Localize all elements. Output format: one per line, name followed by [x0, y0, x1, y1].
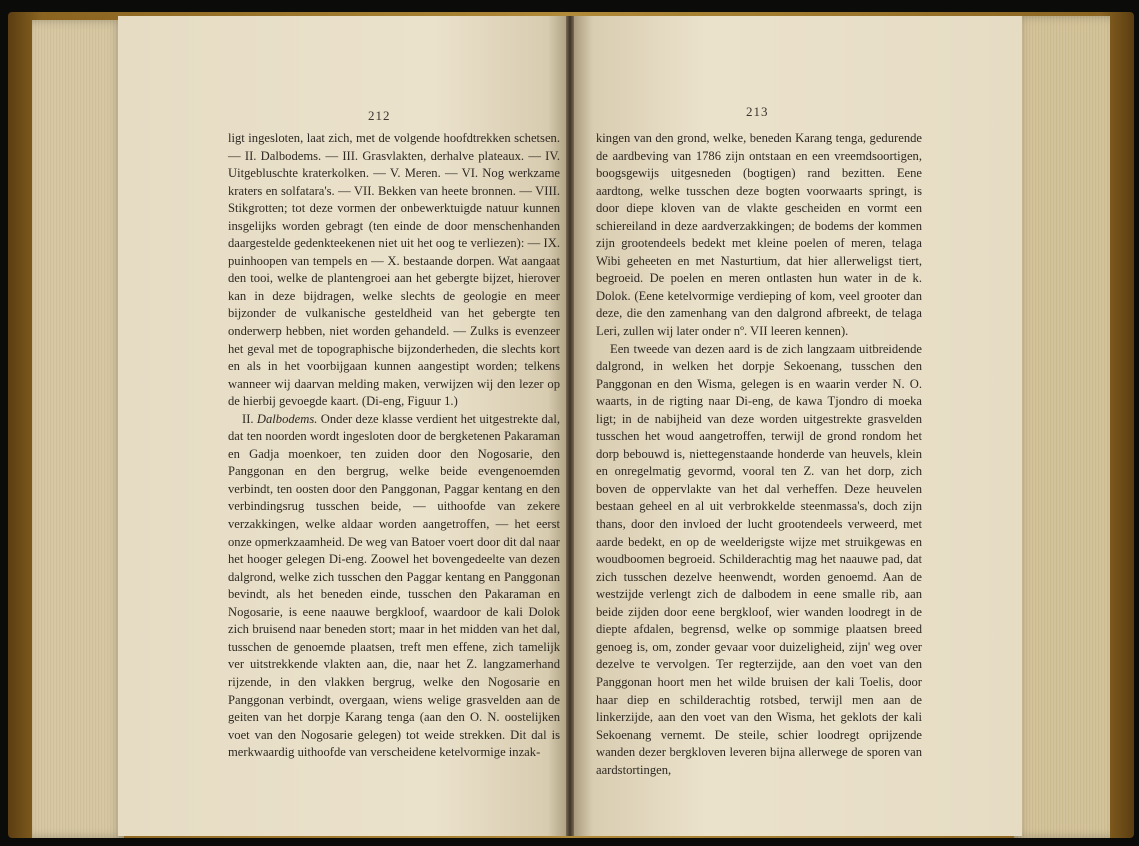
section-paragraph	[228, 411, 560, 762]
page-number: 212	[368, 108, 391, 123]
page-edges-left	[32, 20, 124, 838]
book-gutter	[566, 16, 574, 836]
section-number: II.	[242, 411, 254, 426]
paragraph: ligt ingesloten, laat zich, met de volgende hoofdtrekken schetsen. — II. Dalbodems. — III. Grasvlakten, derhalve plateaux. — IV. Uitgebluschte kraterkolken. — V. Meren. — VI. Nog werkzame kraters en solfatara's. — VII. Bekken van heete bronnen. — VIII. Stikgrotten; tot deze vormen der onbewerktuigde natuur kunnen insgelijks worden gebragt (ten einde de door menschenhanden daargestelde gedenkteekenen niet uit het oog te verliezen): — IX. puinhoopen van tempels en — X. bestaande dorpen. Wat aangaat den tooi, welke de plantengroei aan het gebergte bijzet, hierover kan in deze bijdragen, welke slechts de geologie en meer bijzonder de vulkanische gesteldheid van het gebergte ten onderwerp hebben, niet worden gehandeld. — Zulks is evenzeer het geval met de topographische bijzonderheden, die slechts kort en als in het voorbijgaan kunnen aangestipt worden; telkens wanneer wij daarvan melding maken, verwijzen wij den lezer op de hierbij gevoegde kaart. (Di-eng, Figuur 1.)	[228, 131, 560, 409]
page-number: 213	[746, 104, 769, 119]
right-page	[570, 16, 1022, 836]
page-edges-right	[1014, 16, 1110, 838]
page-body	[596, 130, 922, 779]
page-body	[228, 130, 560, 762]
left-page	[118, 16, 570, 836]
paragraph: kingen van den grond, welke, beneden Karang tenga, gedurende de aardbeving van 1786 zijn ontstaan en een vreemdsoortigen, boogsgewijs uitgesneden (bogtigen) rand bezitten. Eene aardtong, welke tusschen deze bogten voorwaarts springt, is door diepe kloven van de vlakte gescheiden en vormt een schiereiland in deze aardverzakkingen; de bodems der kommen zijn grootendeels bedekt met kleine poelen of meren, telaga Wibi geheeten en met Nasturtium, dat hier allerweligst tiert, begroeid. De poelen en meren ontlasten hun water in de k. Dolok. (Eene ketelvormige verdieping of kom, veel grooter dan deze, die den zamenhang van den dalgrond afbreekt, de telaga Leri, zullen wij later onder nº. VII leeren kennen).	[596, 131, 922, 339]
paragraph: Een tweede van dezen aard is de zich langzaam uitbreidende dalgrond, in welken het dorpje Sekoenang, tusschen den Panggonan en den Wisma, gelegen is en waarin verder N. O. waarts, in de rigting naar Di-eng, de kawa Tjondro di moeka ligt; in de nabijheid van deze worden uitgestrekte grasvelden tusschen het woud aangetroffen, terwijl de grond rondom het dorp bebouwd is, niettegenstaande honderde van heuvels, klein en onregelmatig gevormd, vooral ten Z. van het dorp, zich boven de oppervlakte van het dal verheffen. Deze heuvelen bestaan geheel en al uit verbrokkelde steenmassa's, doch zijn thans, door den invloed der lucht grootendeels verweerd, met aarde bedekt, en op de weelderigste wijze met struikgewas en woudboomen begroeid. Schilderachtig mag het naauwe pad, dat zich tusschen dezelve heenwendt, worden genoemd. Aan de westzijde verlengt zich de dalbodem in eene smalle rib, aan beide zijden door eene bergkloof, wier wanden loodregt in de diepte afdalen, begrensd, welke op sommige plaatsen breed genoeg is, om, zonder gevaar voor duizeligheid, zijn' weg over dezelve te vervolgen. Ter regterzijde, aan den voet van den Panggonan hoort men het wilde bruisen der kali Toelis, door haar diep en schilderachtig rotsbed, terwijl men aan de linkerzijde, aan den voet van den Wisma, het geklots der kali Sekoenang vernemt. De steile, schier loodregt oprijzende wanden dezer bergkloven leveren bijna allerwege de sporen van aardstortingen,	[596, 341, 922, 777]
section-title: Dalbodems.	[256, 411, 318, 426]
section-text: Onder deze klasse verdient het uitgestrekte dal, dat ten noorden wordt ingesloten door de bergketenen Pakaraman en Gadja moenkoer, ten zuiden door den Nogosarie, den Panggonan en den bergrug, welke beide evengenoemden verbindt, ten oosten door den Panggonan, Paggar kentang en den verbindingsrug tusschen beide, — uithoofde van zekere verzakkingen, welke aldaar worden aangetroffen, — het eerst onze opmerkzaamheid. De weg van Batoer voert door dit dal naar het hooger gelegen Di-eng. Zoowel het bovengedeelte van dezen dalgrond, welke zich tusschen den Paggar kentang en Panggonan bevindt, als het beneden einde, tusschen den Pakaraman en Nogosarie, is eene naauwe bergkloof, waardoor de kali Dolok zich bruisend naar beneden stort; maar in het midden van het dal, tusschen de genoemde plaatsen, treft men effene, zich tamelijk ver uitstrekkende vlakten aan, die, naar het Z. langzamerhand rijzende, in den vlakken bergrug, welke den Nogosarie en Panggonan verbindt, overgaan, wiens welige grasvelden aan de geiten van het dorpje Karang tenga (aan den O. N. oostelijken voet van den Nogosarie gelegen) tot weide strekken. Dit dal is merkwaardig uithoofde van verscheidene ketelvormige inzak-	[228, 411, 561, 760]
